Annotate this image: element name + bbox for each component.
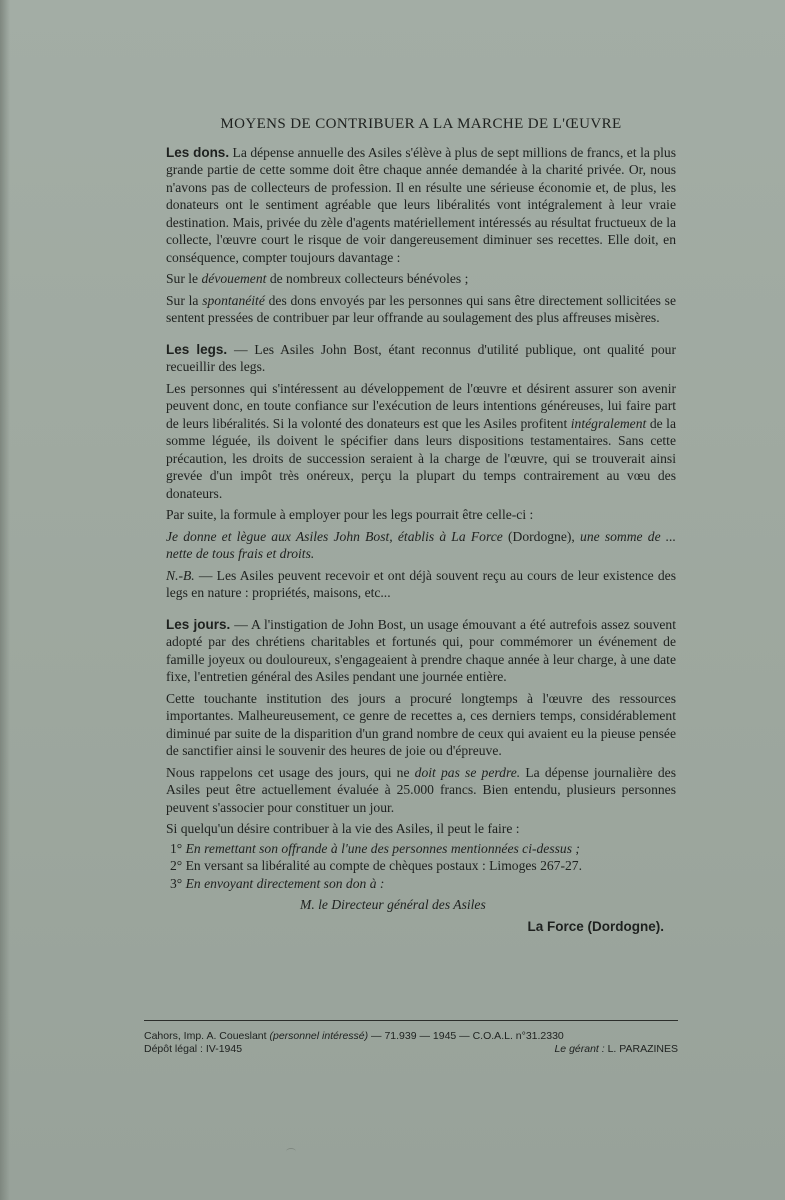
jours-contribuer-paragraph: Si quelqu'un désire contribuer à la vie des Asiles, il peut le faire : [166,821,520,836]
dons-text: La dépense annuelle des Asiles s'élève à plus de sept millions de francs, et la plus grande partie de cette somme doit être chaque année demandée à la charité privée. Or, nous n'avons pas de collecteurs de profession. Il en résulte une sérieuse économie et, de plus, les donateurs ont le sentiment agréable que leurs libéralités vont intégralement à leur vraie destination. Mais, privée du zèle d'agents matériellement intéressés au résultat fructueux de la collecte, l'œuvre court le risque de voir dangereusement diminuer ses recettes. Elle doit, en conséquence, compter toujours davantage : [166,144,677,265]
legs-paragraph [166,341,676,376]
dons-p2-em: dévouement [201,271,267,286]
legs-p4-em1: Je donne et lègue aux Asiles John Bost, établis à La Force [166,528,503,544]
imprint-row-1 [144,1030,678,1043]
imprint-printer [144,1030,564,1043]
main-text [166,116,676,935]
list-item-number: 3° [170,875,183,891]
legs-lead: Les legs. [166,341,228,357]
legs-p2-em: intégralement [570,415,647,431]
list-item-text: En remettant son offrande à l'une des personnes mentionnées ci-dessus ; [182,840,580,856]
imprint-row-2 [144,1043,678,1056]
legs-personnes-paragraph [166,380,676,503]
list-item [170,857,676,875]
legs-nb-paragraph [166,567,676,602]
jours-p3-after: La dépense journalière des Asiles peut être actuellement évaluée à 25.000 francs. Bien entendu, plusieurs personnes peuvent s'associer pour constituer un jour. [166,764,676,815]
jours-institution-paragraph: Cette touchante institution des jours a procuré longtemps à l'œuvre des ressources importantes. Malheureusement, ce genre de recettes a, ces derniers temps, considérablement diminué par suite de la disparition d'un grand nombre de ceux qui avaient eu la pieuse pensée de sanctifier ainsi le souvenir des heures de joie ou d'épreuve. [166,690,676,758]
legs-formule-text [166,528,676,563]
dons-p2-before: Sur le [166,271,202,286]
legs-p2-after: de la somme léguée, ils doivent le spécifier dans leurs dispositions testamentaires. Sans cette précaution, les droits de succession seraient à la charge de l'œuvre, qui se trouverait ainsi grevée d'un impôt très onéreux, perçu la plupart du temps contrairement au vœu des donateurs. [166,415,676,501]
list-item-text: En envoyant directement son don à : [182,875,385,891]
legs-nb-label: N.-B. [166,567,195,583]
dons-spontaneite-paragraph [166,292,676,327]
dons-p3-em: spontanéité [202,292,265,308]
page-title: MOYENS DE CONTRIBUER A LA MARCHE DE L'ŒUVRE [220,116,622,132]
dons-devouement-paragraph [166,270,676,288]
legs-p2-before: Les personnes qui s'intéressent au développement de l'œuvre et désirent assurer son avenir peuvent donc, en toute confiance sur l'exécution de leurs intentions généreuses, lui faire part de leurs libéralités. Si la volonté des donateurs est que les Asiles profitent [166,380,676,431]
legs-p4-em2: une somme de ... nette de tous frais et droits. [166,528,676,561]
jours-paragraph [166,616,676,686]
jours-p3-em: doit pas se perdre. [414,764,521,780]
dons-p3-before: Sur la [166,292,203,308]
legs-text: — Les Asiles John Bost, étant reconnus d'utilité publique, ont qualité pour recueillir des legs. [166,341,676,374]
legs-p4-plain: (Dordogne), [502,528,581,544]
signature-recipient: M. le Directeur général des Asiles [300,897,486,912]
imprint-depot-legal: Dépôt légal : IV-1945 [144,1043,243,1055]
dons-paragraph [166,144,676,267]
imprint-gerant-name: L. PARAZINES [604,1043,678,1055]
printer-imprint [144,1030,678,1056]
list-item [170,875,676,893]
list-item [170,840,676,858]
contribution-list [170,840,676,893]
list-item-text: En versant sa libéralité au compte de chèques postaux : Limoges 267-27. [182,858,583,873]
jours-lead: Les jours. [166,616,231,632]
imprint-printer-name: Cahors, Imp. A. Coueslant [144,1030,270,1042]
paper-mark [286,1148,296,1155]
jours-rappel-paragraph [166,764,676,817]
list-item-number: 2° [170,858,183,873]
imprint-gerant [554,1043,678,1056]
legs-nb-text: — Les Asiles peuvent recevoir et ont déjà souvent reçu au cours de leur existence des legs en nature : propriétés, maisons, etc... [166,567,676,600]
imprint-gerant-label: Le gérant : [554,1043,605,1055]
footer-divider [144,1020,678,1021]
list-item-number: 1° [170,840,183,856]
dons-lead: Les dons. [166,144,230,160]
jours-p3-before: Nous rappelons cet usage des jours, qui ne [166,764,415,780]
legs-formule-paragraph: Par suite, la formule à employer pour les legs pourrait être celle-ci : [166,507,534,522]
dons-p2-after: de nombreux collecteurs bénévoles ; [266,271,469,286]
imprint-printer-codes: — 71.939 — 1945 — C.O.A.L. n°31.2330 [368,1030,564,1042]
signature-location: La Force (Dordogne). [527,918,664,934]
dons-p3-after: des dons envoyés par les personnes qui sans être directement sollicitées se sentent pressées de contribuer par leur offrande au soulagement des plus affreuses misères. [166,292,676,325]
imprint-printer-note: (personnel intéressé) [269,1030,369,1042]
jours-text: — A l'instigation de John Bost, un usage émouvant a été autrefois assez souvent adopté par des chrétiens charitables et fortunés qui, pour commémorer un événement de famille joyeux ou douloureux, s'engageaient à prendre chaque année à leur charge, à une date fixe, l'entretien général des Asiles pendant une journée entière. [166,616,676,684]
